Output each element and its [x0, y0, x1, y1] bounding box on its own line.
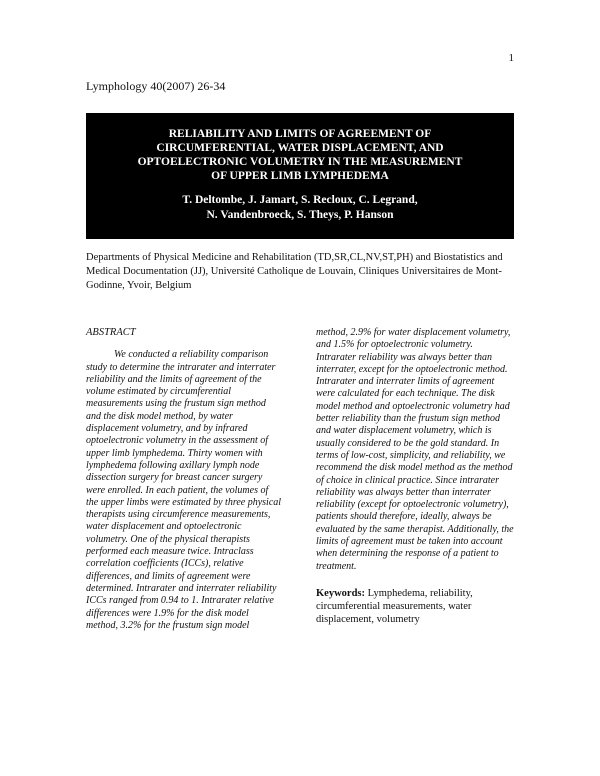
keywords-label: Keywords:: [316, 587, 365, 599]
affiliation: Departments of Physical Medicine and Rehabilitation (TD,SR,CL,NV,ST,PH) and Biostatistics and Medical Documentation (JJ), Université Catholique de Louvain, Cliniques Universitaires de Mont-Godinne, Yvoir, Belgium: [86, 252, 503, 291]
abstract-heading: ABSTRACT: [86, 327, 136, 338]
journal-reference: Lymphology 40(2007) 26-34: [86, 79, 226, 93]
title-block: [86, 113, 514, 239]
page-number: 1: [508, 52, 514, 64]
abstract-paragraph-right: method, 2.9% for water displacement volumetry, and 1.5% for optoelectronic volumetry. Intrarater reliability was always better than interrater, except for the optoelectronic method. Intrarater and interrater limits of agreement were calculated for each technique. The disk model method and optoelectronic volumetry had better reliability than the frustum sign method and water displacement volumetry, which is usually considered to be the gold standard. In terms of low-cost, simplicity, and reliability, we recommend the disk model method as the method of choice in clinical practice. Since intrarater reliability was always better than interrater reliability (except for optoelectronic volumetry), patients should therefore, ideally, always be evaluated by the same therapist. Additionally, the limits of agreement must be taken into account when determining the response of a patient to treatment.: [316, 327, 514, 572]
author-list: T. Deltombe, J. Jamart, S. Recloux, C. Legrand, N. Vandenbroeck, S. Theys, P. Hanson: [182, 194, 418, 221]
keywords: [316, 587, 514, 626]
abstract-column-right: [316, 327, 514, 626]
abstract-paragraph-left: We conducted a reliability comparison study to determine the intrarater and interrater reliability and the limits of agreement of the volume estimated by circumferential measurements using the frustum sign method and the disk model method, by water displacement volumetry, and by infrared optoelectronic volumetry in the assessment of upper limb lymphedema. Thirty women with lymphedema following axillary lymph node dissection surgery for breast cancer surgery were enrolled. In each patient, the volumes of the upper limbs were estimated by three physical therapists using circumference measurements, water displacement and optoelectronic volumetry. One of the physical therapists performed each measure twice. Intraclass correlation coefficients (ICCs), relative differences, and limits of agreement were determined. Intrarater and interrater reliability ICCs ranged from 0.94 to 1. Intrarater relative differences were 1.9% for the disk model method, 3.2% for the frustum sign model: [86, 349, 282, 631]
keywords-text: Lymphedema, reliability, circumferential measurements, water displacement, volumetry: [316, 587, 473, 625]
abstract-column-left: [86, 327, 282, 632]
paper-title: RELIABILITY AND LIMITS OF AGREEMENT OF CIRCUMFERENTIAL, WATER DISPLACEMENT, AND OPTOELECTRONIC VOLUMETRY IN THE MEASUREMENT OF UPPER LIMB LYMPHEDEMA: [137, 128, 463, 182]
